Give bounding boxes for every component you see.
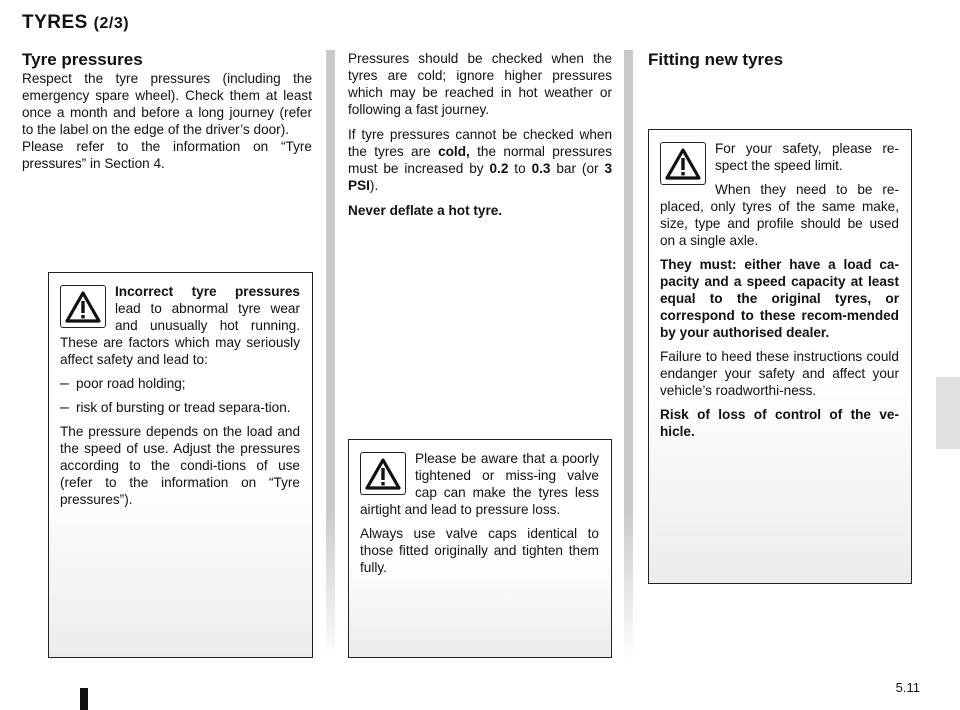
paragraph: Respect the tyre pressures (including the emergency spare wheel). Check them at least once a month and before a long journey (refer to the label on the edge of the driver’s door).: [22, 71, 312, 137]
warning-triangle-icon: [360, 452, 406, 495]
fitting-new-tyres-section: [648, 50, 912, 70]
column-divider-right: [624, 50, 633, 660]
warning-box-valve-cap: [348, 439, 612, 658]
pressure-check-section: [348, 50, 612, 219]
warning-triangle-icon: [660, 142, 706, 185]
section-heading: Fitting new tyres: [648, 50, 784, 69]
paragraph: Pressures should be checked when the tyres are cold; ignore higher pressures which may be reached in hot weather or following a fast journey.: [348, 51, 612, 117]
page-title-part: (2/3): [93, 15, 130, 32]
bold-notice: They must: either have a load ca-pacity and a speed capacity at least equal to the original tyres, or correspond to these recom-mended by your authorised dealer.: [660, 257, 899, 340]
warning-text: Please be aware that a poorly tightened or miss-ing valve cap can make the tyres less airtight and lead to pressure loss.: [360, 451, 599, 517]
paragraph: Please refer to the information on “Tyre pressures” in Section 4.: [22, 139, 312, 171]
bold-notice: Never deflate a hot tyre.: [348, 203, 503, 218]
list-item: – poor road holding;: [60, 375, 186, 392]
tyre-pressures-section: [22, 50, 312, 172]
list-item: – risk of bursting or tread separa-tion.: [60, 399, 291, 416]
warning-box-new-tyres: [648, 129, 912, 584]
paragraph: If tyre pressures cannot be checked when the tyres are cold, the normal pressures must be increased by 0.2 to 0.3 bar (or 3 PSI).: [348, 127, 613, 193]
column-divider-left: [326, 50, 335, 660]
paragraph: The pressure depends on the load and the speed of use. Adjust the pressures according to the condi-tions of use (refer to the information on “Tyre pressures”).: [60, 424, 300, 507]
print-marker: [80, 688, 88, 710]
warning-triangle-icon: [60, 285, 106, 328]
section-tab: [936, 377, 960, 449]
paragraph: Failure to heed these instructions could endanger your safety and affect your vehicle’s roadworthi-ness.: [660, 349, 899, 398]
paragraph: When they need to be re-placed, only tyres of the same make, size, type and profile should be used on a single axle.: [660, 182, 899, 248]
section-heading: Tyre pressures: [22, 50, 143, 69]
warning-text: For your safety, please re-spect the speed limit.: [715, 141, 899, 173]
page-number: 5.11: [895, 680, 920, 695]
warning-text: Incorrect tyre pressures lead to abnormal tyre wear and unusually hot running. These are factors which may seriously affect safety and lead to:: [60, 284, 300, 367]
bold-notice: Risk of loss of control of the ve-hicle.: [660, 407, 899, 439]
paragraph: Always use valve caps identical to those fitted originally and tighten them fully.: [360, 526, 599, 575]
page-title: TYRES (2/3): [22, 12, 130, 33]
warning-box-pressures: [48, 272, 313, 658]
